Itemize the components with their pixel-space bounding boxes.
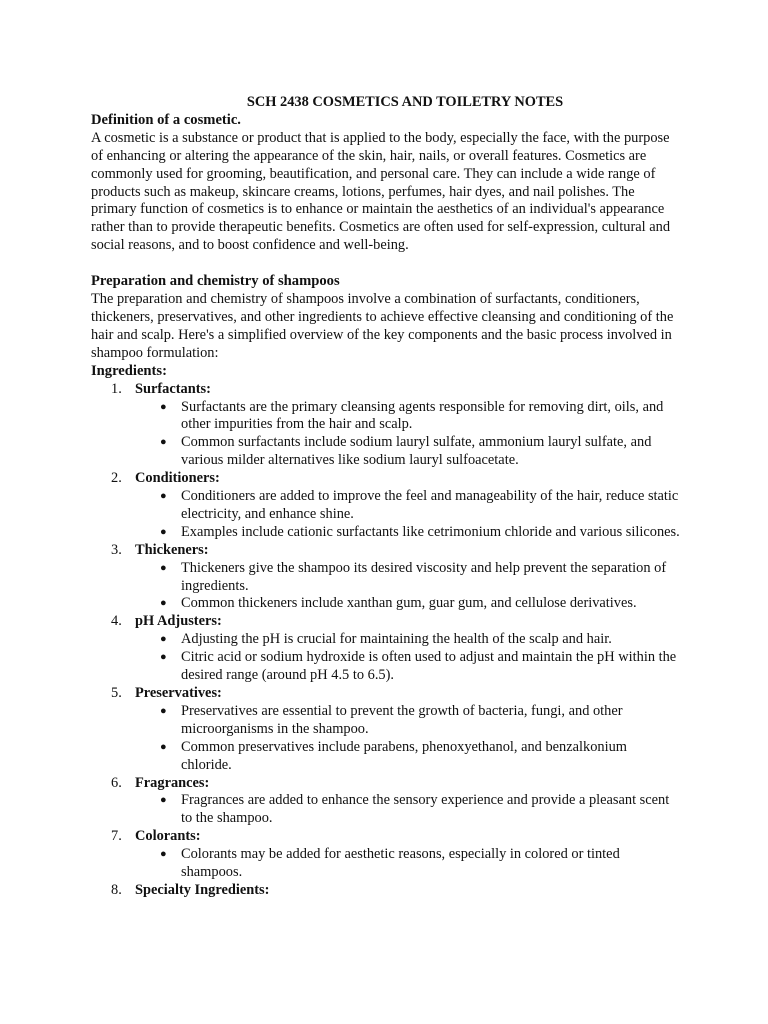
bullet-point	[135, 524, 681, 542]
definition-heading: Definition of a cosmetic.	[91, 111, 241, 128]
bullet-point	[135, 792, 681, 828]
bullet-icon: ●	[160, 740, 167, 753]
bullet-point	[135, 488, 681, 524]
bullet-text: Conditioners are added to improve the feel and manageability of the hair, reduce static electricity, and enhance shine.	[181, 488, 679, 522]
shampoo-paragraph: The preparation and chemistry of shampoos involve a combination of surfactants, conditioners, thickeners, preservatives, and other ingredients to achieve effective cleansing and conditioning of the hair and scalp. Here's a simplified overview of the key components and the basic process involved in shampoo formulation:	[91, 291, 674, 361]
bullet-text: Common thickeners include xanthan gum, guar gum, and cellulose derivatives.	[181, 595, 637, 612]
ingredient-number: 6.	[111, 774, 122, 791]
ingredient-bullet-list	[135, 399, 691, 471]
ingredient-item	[91, 685, 691, 775]
ingredient-bullet-list	[135, 703, 691, 775]
ingredient-number: 4.	[111, 613, 122, 630]
bullet-text: Surfactants are the primary cleansing agents responsible for removing dirt, oils, and other impurities from the hair and scalp.	[181, 398, 664, 433]
ingredient-title: pH Adjusters:	[135, 613, 222, 630]
bullet-icon: ●	[160, 651, 167, 664]
bullet-icon: ●	[160, 597, 167, 610]
ingredient-bullet-list	[135, 631, 691, 685]
bullet-point	[135, 595, 681, 613]
ingredient-item	[91, 613, 691, 685]
section-spacer	[91, 255, 691, 273]
ingredients-list	[91, 381, 691, 900]
bullet-icon: ●	[160, 633, 167, 646]
bullet-text: Thickeners give the shampoo its desired viscosity and help prevent the separation of ingredients.	[181, 559, 667, 594]
ingredient-bullet-list	[135, 846, 691, 882]
ingredient-item	[91, 882, 691, 900]
bullet-text: Citric acid or sodium hydroxide is often used to adjust and maintain the pH within the desired range (around pH 4.5 to 6.5).	[181, 649, 677, 684]
bullet-text: Adjusting the pH is crucial for maintaining the health of the scalp and hair.	[181, 631, 612, 648]
ingredient-number: 7.	[111, 828, 122, 845]
bullet-icon: ●	[160, 525, 167, 538]
ingredient-bullet-list	[135, 488, 691, 542]
bullet-icon: ●	[160, 436, 167, 449]
ingredient-number: 3.	[111, 541, 122, 558]
ingredient-number: 1.	[111, 380, 122, 397]
bullet-text: Preservatives are essential to prevent the growth of bacteria, fungi, and other microorganisms in the shampoo.	[181, 702, 623, 737]
bullet-icon: ●	[160, 400, 167, 413]
bullet-point	[135, 399, 681, 435]
bullet-point	[135, 631, 681, 649]
ingredient-number: 8.	[111, 881, 122, 898]
bullet-text: Colorants may be added for aesthetic reasons, especially in colored or tinted shampoos.	[181, 846, 620, 881]
bullet-point	[135, 703, 681, 739]
ingredient-bullet-list	[135, 560, 691, 614]
bullet-icon: ●	[160, 704, 167, 717]
bullet-point	[135, 739, 681, 775]
bullet-icon: ●	[160, 490, 167, 503]
ingredient-item	[91, 470, 691, 542]
document-title: SCH 2438 COSMETICS AND TOILETRY NOTES	[246, 94, 564, 110]
ingredient-number: 2.	[111, 470, 122, 487]
bullet-icon: ●	[160, 561, 167, 574]
ingredient-title: Surfactants:	[135, 380, 211, 397]
ingredient-item	[91, 828, 691, 882]
ingredient-title: Thickeners:	[135, 541, 209, 558]
ingredient-item	[91, 381, 691, 471]
ingredients-heading: Ingredients:	[91, 362, 167, 379]
ingredient-bullet-list	[135, 792, 691, 828]
ingredient-title: Conditioners:	[135, 470, 220, 487]
ingredient-title: Preservatives:	[135, 685, 222, 701]
bullet-text: Fragrances are added to enhance the sensory experience and provide a pleasant scent to the shampoo.	[181, 792, 670, 827]
shampoo-heading: Preparation and chemistry of shampoos	[91, 273, 340, 290]
ingredient-title: Specialty Ingredients:	[135, 881, 270, 898]
bullet-icon: ●	[160, 794, 167, 807]
ingredient-item	[91, 542, 691, 614]
ingredient-title: Fragrances:	[135, 774, 210, 791]
bullet-point	[135, 649, 681, 685]
bullet-point	[135, 434, 681, 470]
bullet-text: Common surfactants include sodium lauryl sulfate, ammonium lauryl sulfate, and various milder alternatives like sodium lauryl sulfoacetate.	[181, 434, 652, 469]
bullet-icon: ●	[160, 848, 167, 861]
ingredient-number: 5.	[111, 685, 122, 701]
bullet-point	[135, 846, 681, 882]
bullet-point	[135, 560, 681, 596]
ingredient-item	[91, 775, 691, 829]
ingredient-title: Colorants:	[135, 828, 201, 845]
document-page	[91, 94, 691, 900]
bullet-text: Examples include cationic surfactants like cetrimonium chloride and various silicones.	[181, 523, 680, 540]
bullet-text: Common preservatives include parabens, phenoxyethanol, and benzalkonium chloride.	[181, 738, 627, 773]
definition-paragraph: A cosmetic is a substance or product that is applied to the body, especially the face, with the purpose of enhancing or altering the appearance of the skin, hair, nails, or overall features. Cosmetics are commonly used for grooming, beautification, and personal care. They can include a wide range of products such as makeup, skincare creams, lotions, perfumes, hair dyes, and nail polishes. The primary function of cosmetics is to enhance or maintain the aesthetics of an individual's appearance rather than to provide therapeutic benefits. Cosmetics are often used for self-expression, cultural and social reasons, and to boost confidence and well-being.	[91, 129, 671, 254]
